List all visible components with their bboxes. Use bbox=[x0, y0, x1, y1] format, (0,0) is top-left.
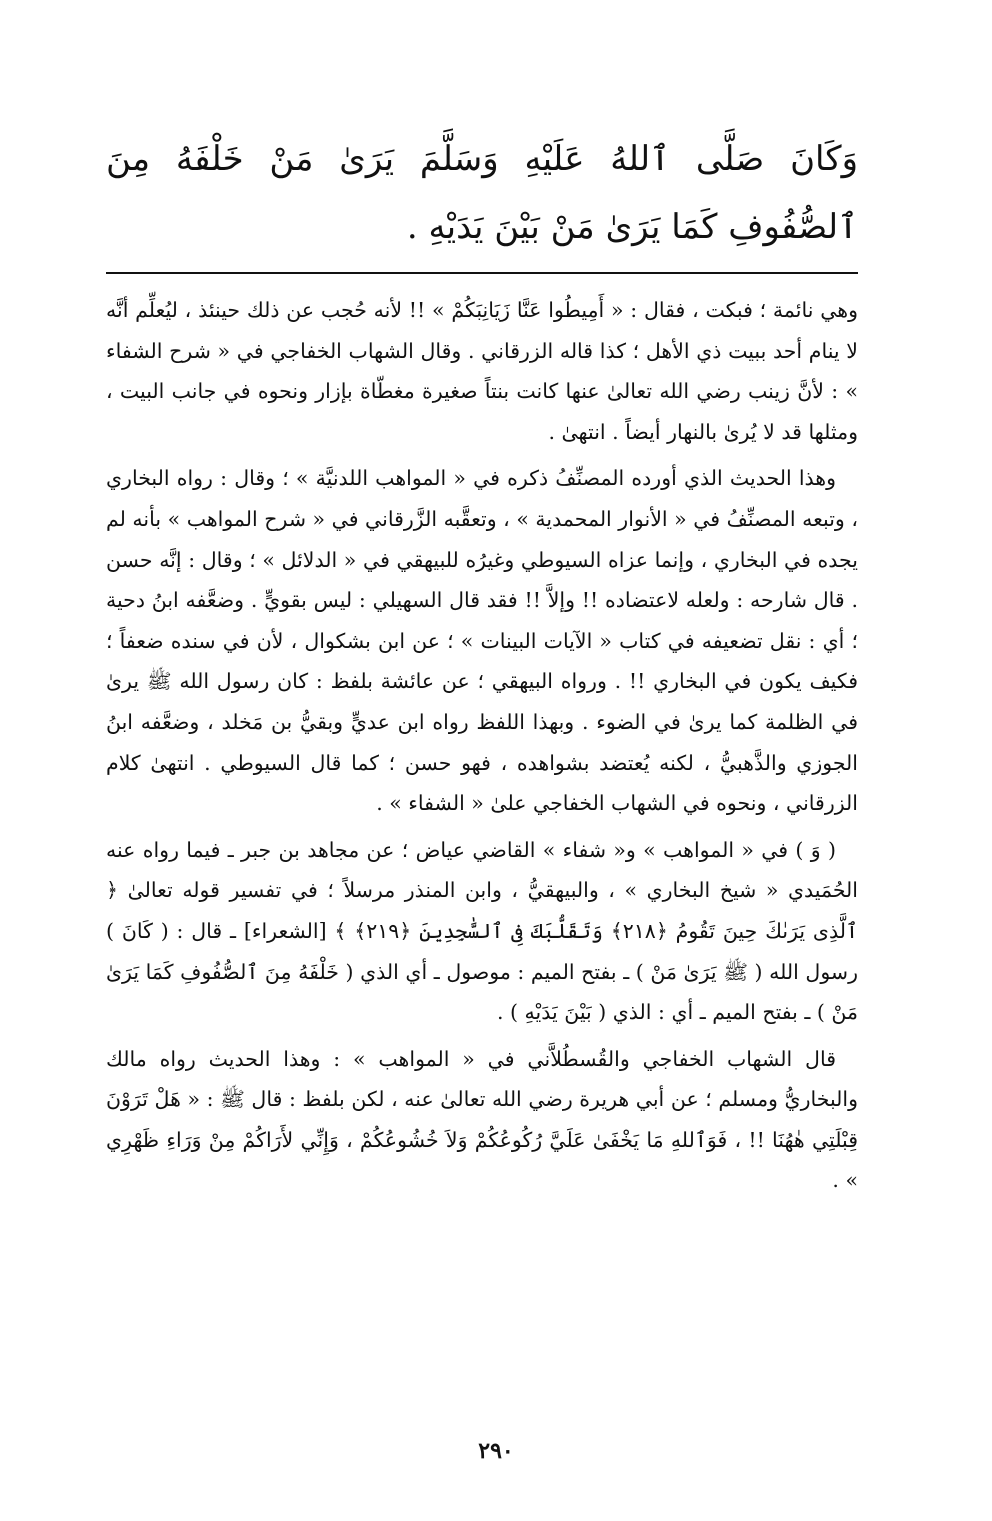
commentary-paragraph-3: ( وَ ) في « المواهب » و« شفاء » القاضي عياض ؛ عن مجاهد بن جبر ـ فيما رواه عنه الحُمَيدي « شيخ البخاري » ، والبيهقيُّ ، وابن المنذر مرسلاً ؛ في تفسير قوله تعالىٰ ﴿ ٱلَّذِى يَرَىٰكَ حِينَ تَقُومُ ﴿٢١٨﴾ وَتَقَلُّبَكَ فِى ٱلسَّٰجِدِينَ ﴿٢١٩﴾ ﴾ [الشعراء] ـ قال : ( كَانَ ) رسول الله ( ﷺ يَرَىٰ مَنْ ) ـ بفتح الميم : موصول ـ أي الذي ( خَلْفَهُ مِنَ ٱلصُّفُوفِ كَمَا يَرَىٰ مَنْ ) ـ بفتح الميم ـ أي : الذي ( بَيْنَ يَدَيْهِ ) . bbox=[106, 837, 858, 1025]
footnote-separator-line bbox=[106, 272, 858, 274]
commentary-paragraph-2: وهذا الحديث الذي أورده المصنِّفُ ذكره في « المواهب اللدنيَّة » ؛ وقال : رواه البخاري ، وتبعه المصنِّفُ في « الأنوار المحمدية » ، وتعقَّبه الزَّرقاني في « شرح المواهب » بأنه لم يجده في البخاري ، وإنما عزاه السيوطي وغيرُه للبيهقي في « الدلائل » ؛ وقال : إنَّه حسن . قال شارحه : ولعله لاعتضاده !! وإلاَّ !! فقد قال السهيلي : ليس بقويٍّ . وضعَّفه ابنُ دحية ؛ أي : نقل تضعيفه في كتاب « الآيات البينات » ؛ عن ابن بشكوال ، لأن في سنده ضعفاً ؛ فكيف يكون في البخاري !! . ورواه البيهقي ؛ عن عائشة بلفظ : كان رسول الله ﷺ يرىٰ في الظلمة كما يرىٰ في الضوء . وبهذا اللفظ رواه ابن عديٍّ وبقيُّ بن مَخلد ، وضعَّفه ابنُ الجوزي والذَّهبيُّ ، لكنه يُعتضد بشواهده ، فهو حسن ؛ كما قال السيوطي . انتهىٰ كلام الزرقاني ، ونحوه في الشهاب الخفاجي علىٰ « الشفاء » . bbox=[106, 466, 858, 816]
matn-text: وَكَانَ صَلَّى ٱللهُ عَلَيْهِ وَسَلَّمَ يَرَىٰ مَنْ خَلْفَهُ مِنَ ٱلصُّفُوفِ كَمَا يَرَىٰ مَنْ بَيْنَ يَدَيْهِ . bbox=[106, 139, 858, 247]
commentary-paragraph-4: قال الشهاب الخفاجي والقُسطُلاَّني في « المواهب » : وهذا الحديث رواه مالك والبخاريُّ ومسلم ؛ عن أبي هريرة رضي الله تعالىٰ عنه ، لكن بلفظ : قال ﷺ : « هَلْ تَرَوْنَ قِبْلَتِي هٰهُنَا !! ، فَوَٱللهِ مَا يَخْفَىٰ عَلَيَّ رُكُوعُكُمْ وَلاَ خُشُوعُكُمْ ، وَإِنِّي لأَرَاكُمْ مِنْ وَرَاءِ ظَهْرِي » . bbox=[106, 1046, 858, 1193]
page-number: ٢٩٠ bbox=[478, 1438, 514, 1464]
commentary-section bbox=[106, 290, 858, 1207]
commentary-paragraph-1: وهي نائمة ؛ فبكت ، فقال : « أَمِيطُوا عَنَّا زَيَانِبَكُمْ » !! لأنه حُجب عن ذلك حينئذ ، ليُعلِّم أنَّه لا ينام أحد ببيت ذي الأهل ؛ كذا قاله الزرقاني . وقال الشهاب الخفاجي في « شرح الشفاء » : لأنَّ زينب رضي الله تعالىٰ عنها كانت بنتاً صغيرة مغطّاة بإزار ونحوه في جانب البيت ، ومثلها قد لا يُرىٰ بالنهار أيضاً . انتهىٰ . bbox=[106, 298, 859, 444]
